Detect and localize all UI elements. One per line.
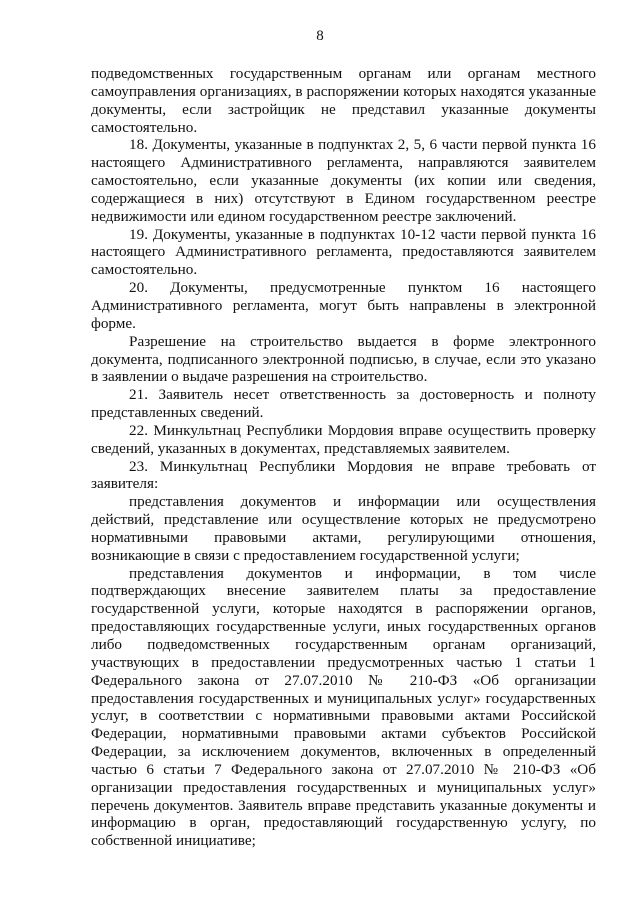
paragraph-23-item-2: представления документов и информации, в том числе подтверждающих внесение заявителем платы за предоставление государственной услуги, которые находятся в распоряжении органов, предоставляющих государственные услуги, иных государственных органов либо подведомственных государственным органам организаций, участвующих в предоставлении предусмотренных частью 1 статьи 1 Федерального закона от 27.07.2010 № 210-ФЗ «Об организации предоставления государственных и муниципальных услуг» государственных услуг, в соответствии с нормативными правовыми актами Российской Федерации, нормативными правовыми актами субъектов Российской Федерации, за исключением документов, включенных в определенный частью 6 статьи 7 Федерального закона от 27.07.2010 № 210-ФЗ «Об организации предоставления государственных и муниципальных услуг» перечень документов. Заявитель вправе представить указанные документы и информацию в орган, предоставляющий государственную услугу, по собственной инициативе; [91, 564, 596, 850]
paragraph-20: 20. Документы, предусмотренные пунктом 16 настоящего Административного регламента, могут быть направлены в электронной форме. [91, 279, 596, 332]
page-number: 8 [316, 28, 324, 44]
paragraph-21: 21. Заявитель несет ответственность за достоверность и полноту представленных сведений. [91, 386, 596, 422]
paragraph-19: 19. Документы, указанные в подпунктах 10-12 части первой пункта 16 настоящего Административного регламента, предоставляются заявителем самостоятельно. [91, 225, 596, 279]
paragraph-18: 18. Документы, указанные в подпунктах 2, 5, 6 части первой пункта 16 настоящего Административного регламента, направляются заявителем самостоятельно, если указанные документы (их копии или сведения, содержащиеся в них) отсутствуют в Едином государственном реестре недвижимости или едином государственном реестре заключений. [91, 136, 596, 225]
paragraph-20-electronic-permit: Разрешение на строительство выдается в форме электронного документа, подписанного электронной подписью, в случае, если это указано в заявлении о выдаче разрешения на строительство. [91, 332, 596, 386]
paragraph-22: 22. Минкультнац Республики Мордовия вправе осуществить проверку сведений, указанных в документах, представляемых заявителем. [91, 421, 596, 457]
paragraph-23-item-1: представления документов и информации или осуществления действий, представление или осуществление которых не предусмотрено нормативными правовыми актами, регулирующими отношения, возникающие в связи с предоставлением государственной услуги; [91, 493, 596, 564]
document-body [91, 65, 596, 850]
paragraph-23: 23. Минкультнац Республики Мордовия не вправе требовать от заявителя: [91, 457, 596, 493]
paragraph-continuation: подведомственных государственным органам или органам местного самоуправления организациях, в распоряжении которых находятся указанные документы, если застройщик не представил указанные документы самостоятельно. [91, 65, 596, 136]
